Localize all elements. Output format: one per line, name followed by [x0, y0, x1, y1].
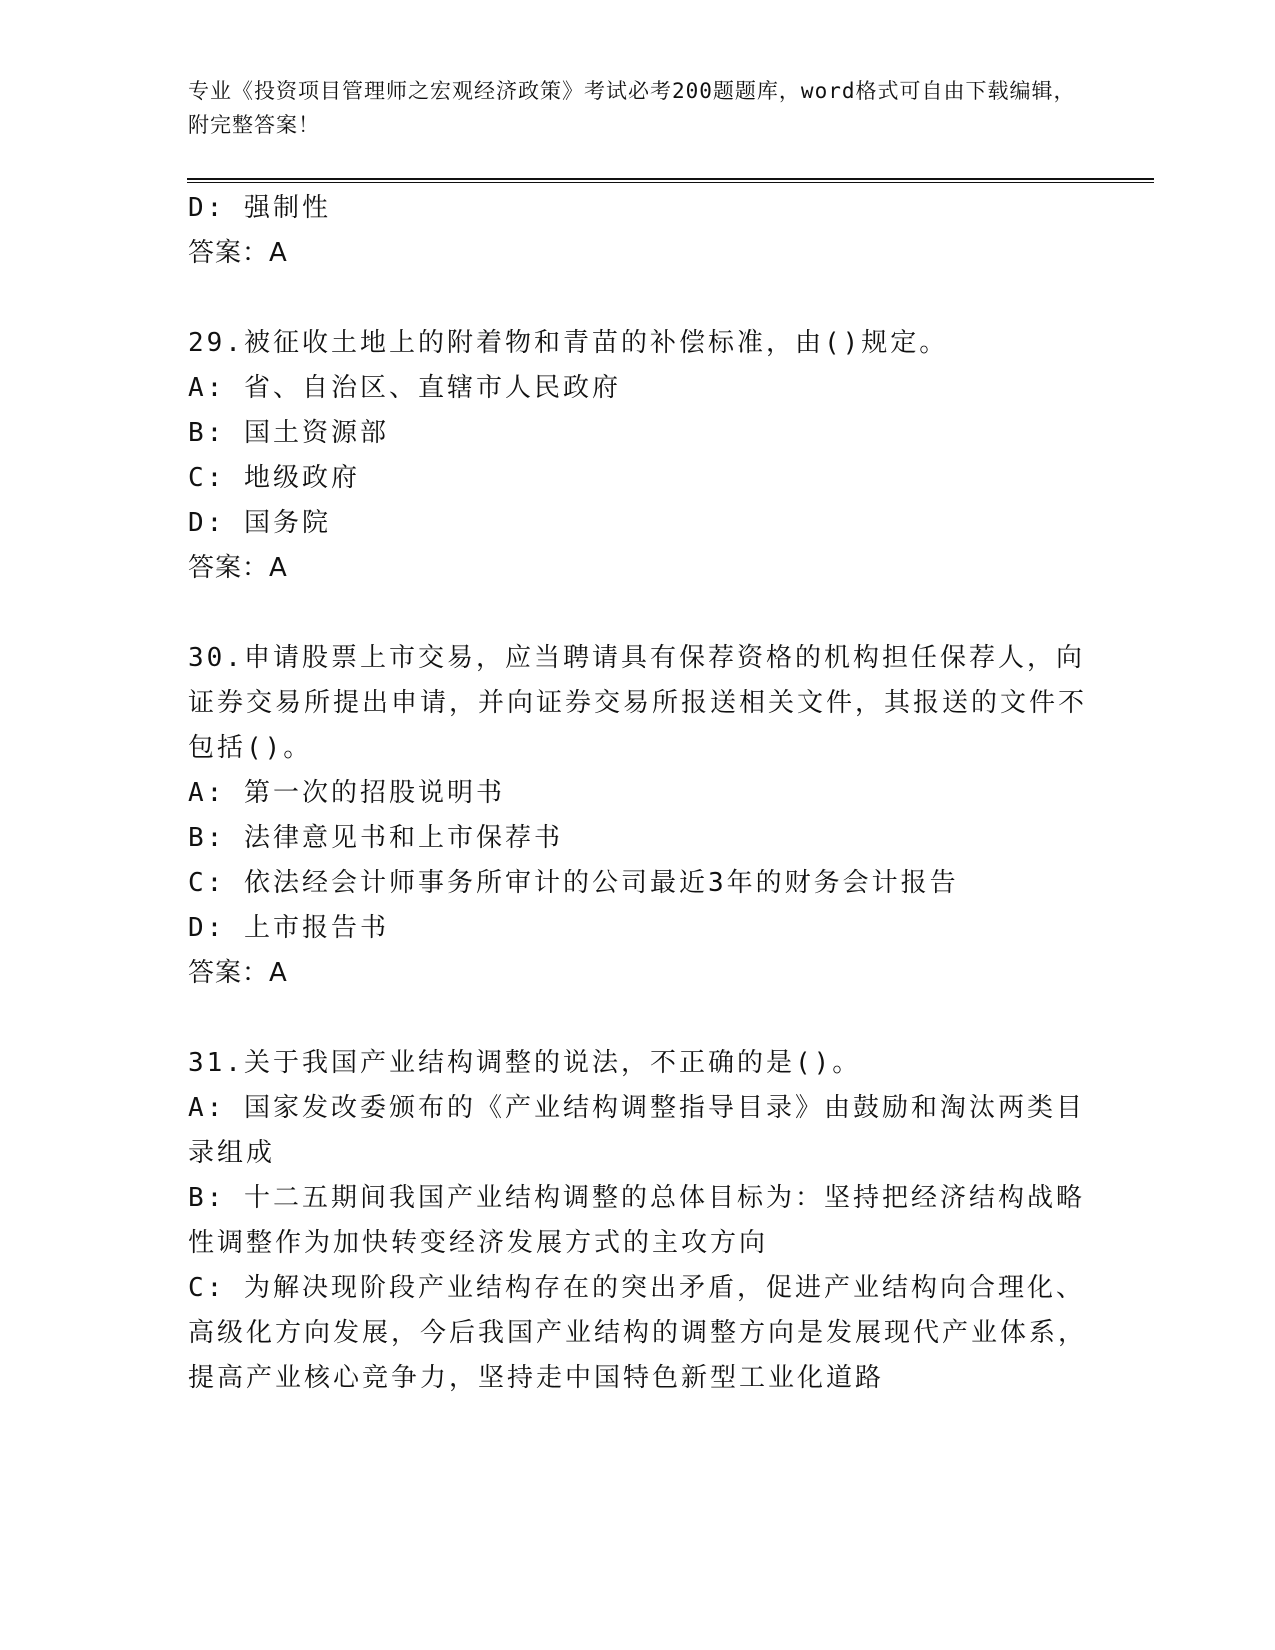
question-content: [188, 186, 1088, 1401]
option-d: D: 上市报告书: [188, 913, 389, 943]
spacer: [188, 996, 1088, 1041]
option-a: A: 省、自治区、直辖市人民政府: [188, 373, 621, 403]
answer: 答案：A: [188, 238, 288, 268]
answer: 答案：A: [188, 958, 288, 988]
answer: 答案：A: [188, 553, 288, 583]
option-b: B: 法律意见书和上市保荐书: [188, 823, 563, 853]
option-c: C: 依法经会计师事务所审计的公司最近3年的财务会计报告: [188, 868, 959, 898]
question-stem-29: 29.被征收土地上的附着物和青苗的补偿标准，由()规定。: [188, 328, 949, 358]
header-rule-thin: [187, 182, 1154, 183]
spacer: [188, 591, 1088, 636]
question-stem-31: 31.关于我国产业结构调整的说法，不正确的是()。: [188, 1048, 862, 1078]
option-a: A: 国家发改委颁布的《产业结构调整指导目录》由鼓励和淘汰两类目录组成: [188, 1093, 1085, 1168]
option-d: D: 强制性: [188, 193, 331, 223]
header-rule-thick: [187, 178, 1154, 180]
spacer: [188, 276, 1088, 321]
option-c: C: 为解决现阶段产业结构存在的突出矛盾，促进产业结构向合理化、高级化方向发展，今后我国产业结构的调整方向是发展现代产业体系，提高产业核心竞争力，坚持走中国特色新型工业化道路: [188, 1273, 1088, 1393]
question-stem-30: 30.申请股票上市交易，应当聘请具有保荐资格的机构担任保荐人，向证券交易所提出申请，并向证券交易所报送相关文件，其报送的文件不包括()。: [188, 643, 1088, 763]
option-c: C: 地级政府: [188, 463, 360, 493]
option-a: A: 第一次的招股说明书: [188, 778, 505, 808]
option-d: D: 国务院: [188, 508, 331, 538]
option-b: B: 国土资源部: [188, 418, 389, 448]
option-b: B: 十二五期间我国产业结构调整的总体目标为：坚持把经济结构战略性调整作为加快转变经济发展方式的主攻方向: [188, 1183, 1085, 1258]
page-header: 专业《投资项目管理师之宏观经济政策》考试必考200题题库，word格式可自由下载编辑，附完整答案！: [188, 79, 1076, 137]
